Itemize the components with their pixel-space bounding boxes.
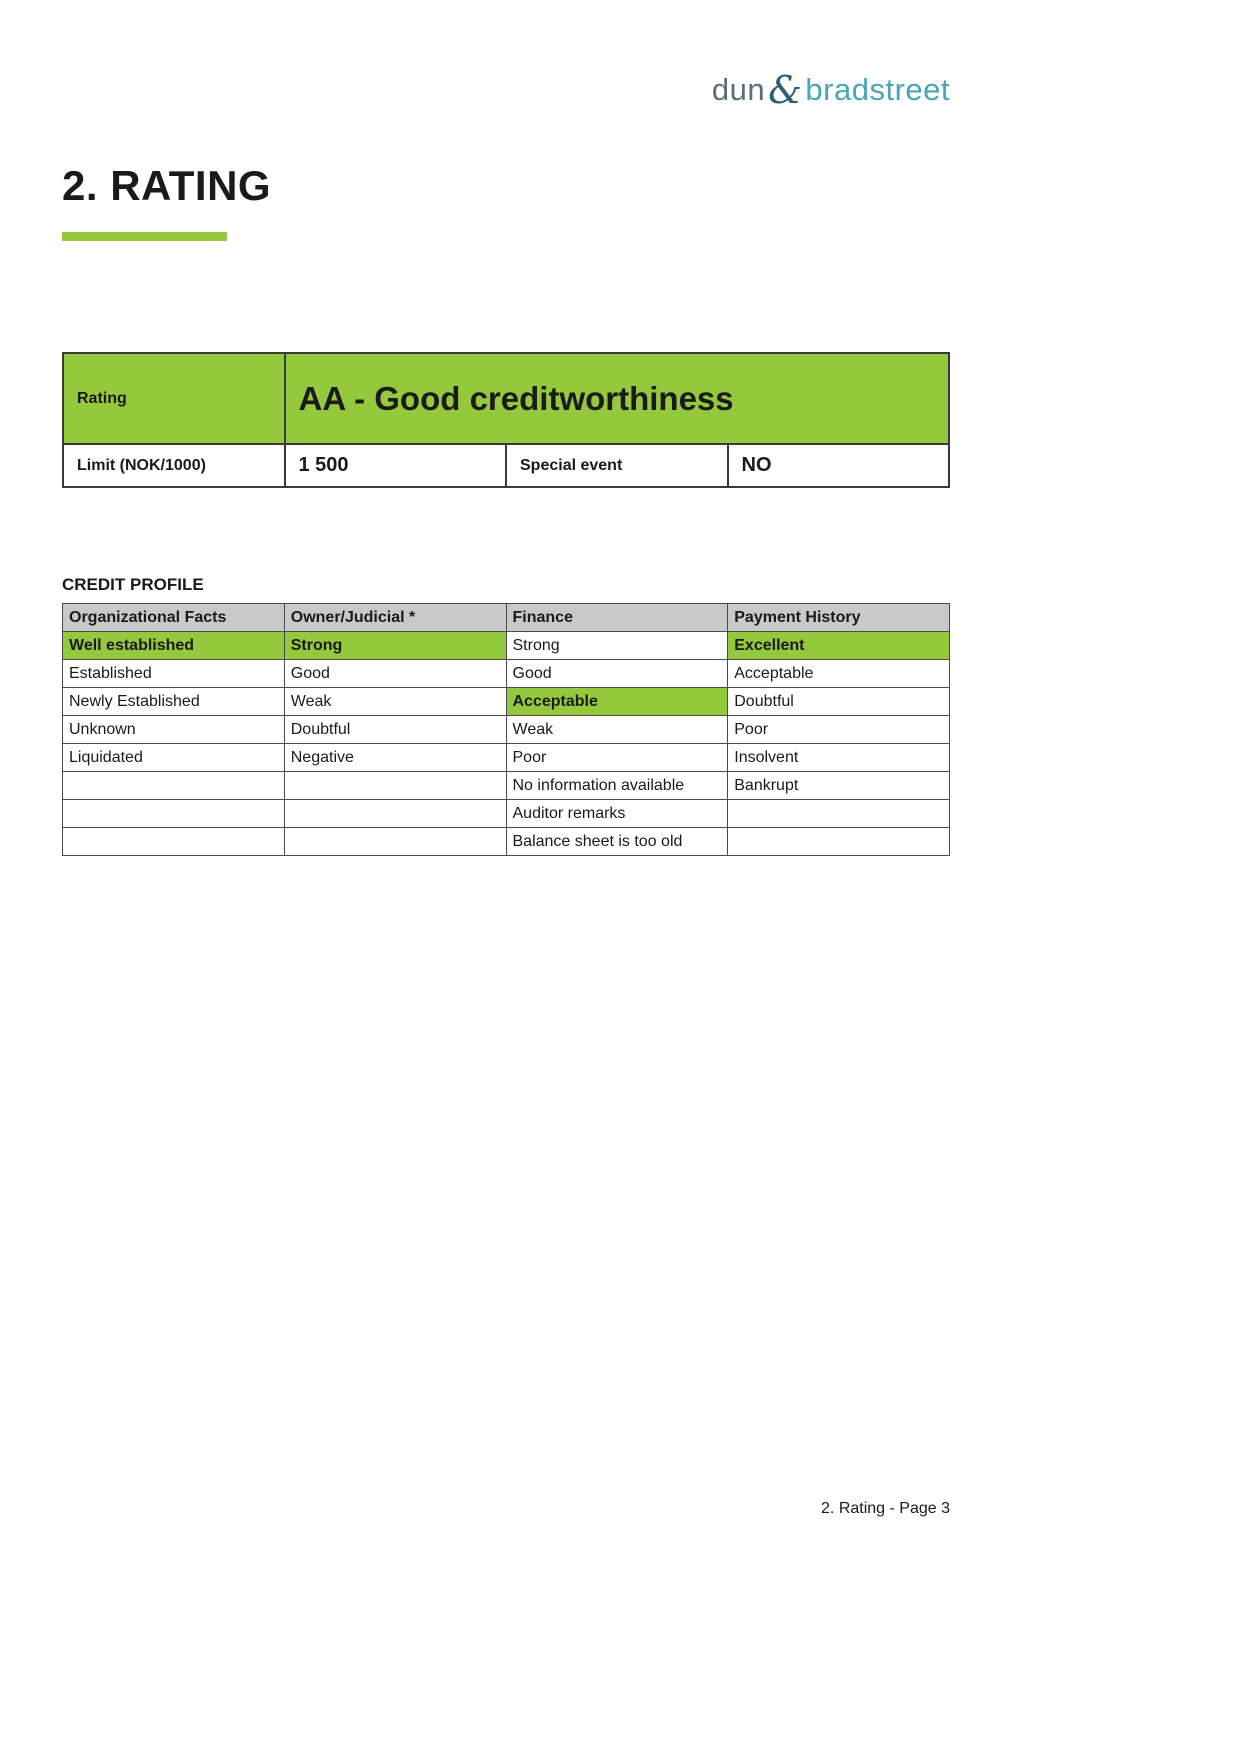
table-cell: Insolvent xyxy=(728,744,950,772)
dun-bradstreet-logo xyxy=(712,68,950,112)
table-cell xyxy=(284,772,506,800)
credit-profile-table xyxy=(62,603,950,856)
table-row xyxy=(63,688,950,716)
table-cell: Excellent xyxy=(728,632,950,660)
column-header: Payment History xyxy=(728,604,950,632)
rating-header-row xyxy=(63,353,949,444)
table-row xyxy=(63,800,950,828)
credit-profile-head-row xyxy=(63,604,950,632)
table-cell: Acceptable xyxy=(728,660,950,688)
table-cell xyxy=(728,828,950,856)
table-row xyxy=(63,660,950,688)
table-cell: Balance sheet is too old xyxy=(506,828,728,856)
logo-text-dun: dun xyxy=(711,72,766,107)
table-cell: Good xyxy=(284,660,506,688)
table-cell xyxy=(63,772,285,800)
logo-text-bradstreet: bradstreet xyxy=(805,72,950,107)
table-row xyxy=(63,716,950,744)
table-cell xyxy=(728,800,950,828)
special-event-value-cell xyxy=(728,444,950,487)
table-cell: Acceptable xyxy=(506,688,728,716)
table-cell xyxy=(284,800,506,828)
table-row xyxy=(63,772,950,800)
table-cell: Auditor remarks xyxy=(506,800,728,828)
table-cell: Good xyxy=(506,660,728,688)
table-cell: Well established xyxy=(63,632,285,660)
table-cell: Doubtful xyxy=(728,688,950,716)
special-event-label-cell xyxy=(506,444,728,487)
title-underline-bar xyxy=(62,232,227,241)
rating-label-cell xyxy=(63,353,285,444)
logo-ampersand-icon: & xyxy=(768,68,803,112)
table-cell: Negative xyxy=(284,744,506,772)
rating-label: Rating xyxy=(77,389,127,407)
rating-value-cell xyxy=(285,353,950,444)
special-event-label: Special event xyxy=(520,456,623,474)
column-header: Owner/Judicial * xyxy=(284,604,506,632)
credit-profile-section xyxy=(62,575,950,856)
limit-value-cell xyxy=(285,444,507,487)
table-cell: Weak xyxy=(284,688,506,716)
table-cell: Newly Established xyxy=(63,688,285,716)
rating-value: AA - Good creditworthiness xyxy=(298,379,734,417)
table-cell: Strong xyxy=(284,632,506,660)
table-cell xyxy=(63,828,285,856)
table-cell: Doubtful xyxy=(284,716,506,744)
table-cell: Poor xyxy=(506,744,728,772)
table-cell xyxy=(63,800,285,828)
page-footer: 2. Rating - Page 3 xyxy=(821,1500,950,1517)
limit-label-cell xyxy=(63,444,285,487)
table-cell: Established xyxy=(63,660,285,688)
table-cell: No information available xyxy=(506,772,728,800)
page-title: 2. RATING xyxy=(62,162,272,209)
table-row xyxy=(63,828,950,856)
credit-profile-title: CREDIT PROFILE xyxy=(62,575,204,594)
table-row xyxy=(63,744,950,772)
table-cell: Poor xyxy=(728,716,950,744)
table-cell xyxy=(284,828,506,856)
special-event-value: NO xyxy=(741,454,772,476)
content-area xyxy=(62,0,950,1754)
table-row xyxy=(63,632,950,660)
credit-profile-body xyxy=(63,632,950,856)
table-cell: Weak xyxy=(506,716,728,744)
table-cell: Unknown xyxy=(63,716,285,744)
rating-table xyxy=(62,352,950,488)
table-cell: Bankrupt xyxy=(728,772,950,800)
column-header: Finance xyxy=(506,604,728,632)
table-cell: Strong xyxy=(506,632,728,660)
table-cell: Liquidated xyxy=(63,744,285,772)
limit-value: 1 500 xyxy=(298,454,349,476)
limit-label: Limit (NOK/1000) xyxy=(77,456,206,474)
rating-detail-row xyxy=(63,444,949,487)
column-header: Organizational Facts xyxy=(63,604,285,632)
